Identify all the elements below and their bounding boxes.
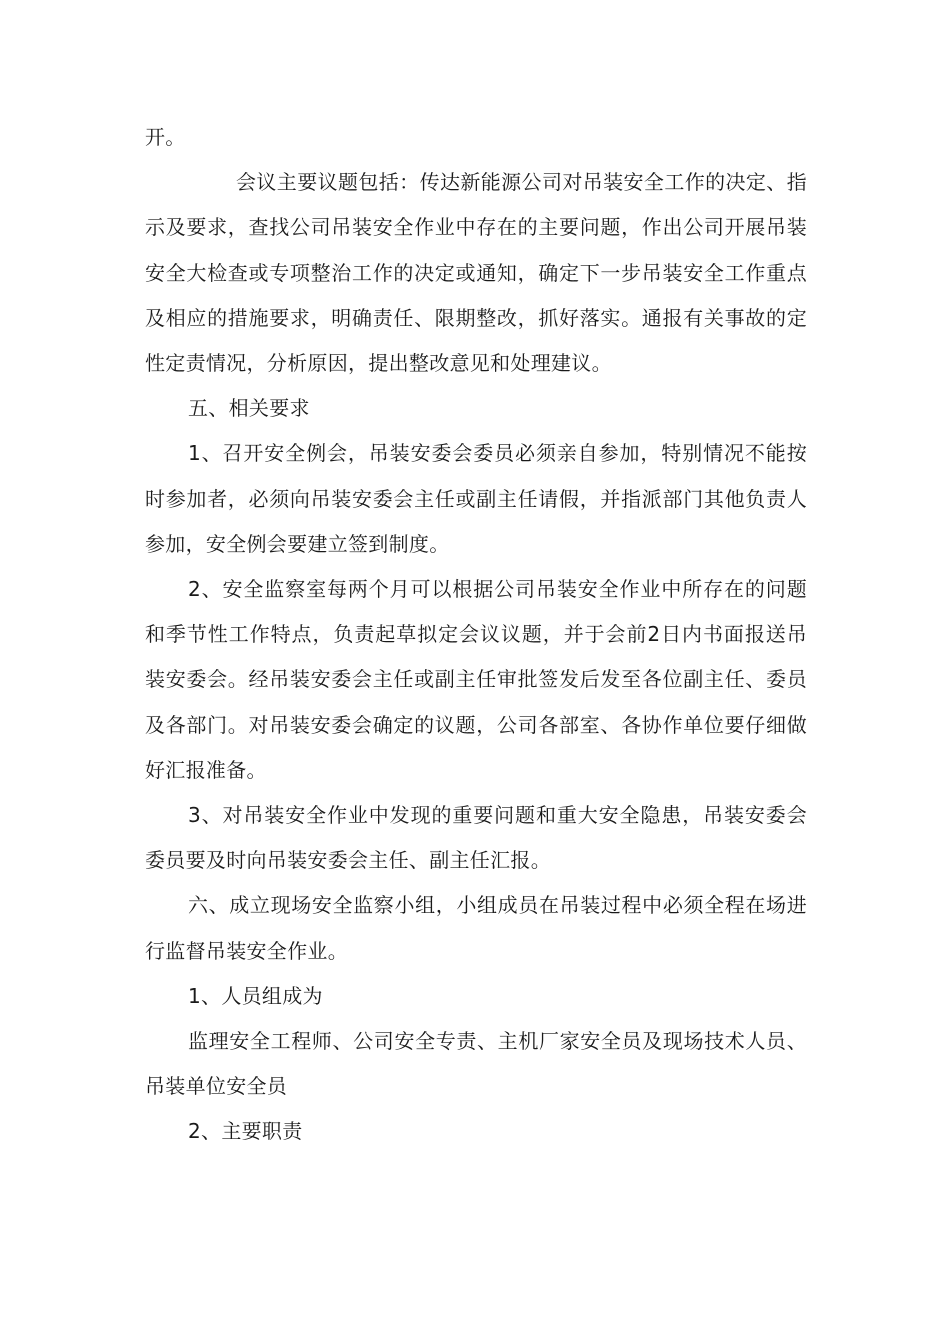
document-body (145, 115, 807, 1155)
paragraph-staff-list: 监理安全工程师、公司安全专责、主机厂家安全员及现场技术人员、吊装单位安全员 (145, 1029, 807, 1099)
subheading-main-duties: 2、主要职责 (188, 1119, 303, 1144)
section-heading-requirements: 五、相关要求 (188, 396, 310, 421)
paragraph-continuation: 开。 (145, 125, 186, 149)
paragraph-requirement-1: 1、召开安全例会，吊装安委会委员必须亲自参加，特别情况不能按时参加者，必须向吊装安委会主任或副主任请假，并指派部门其他负责人参加，安全例会要建立签到制度。 (145, 441, 807, 556)
paragraph-requirement-3: 3、对吊装安全作业中发现的重要问题和重大安全隐患，吊装安委会委员要及时向吊装安委会主任、副主任汇报。 (145, 803, 807, 873)
paragraph-meeting-topics: 会议主要议题包括：传达新能源公司对吊装安全工作的决定、指示及要求，查找公司吊装安全作业中存在的主要问题，作出公司开展吊装安全大检查或专项整治工作的决定或通知，确定下一步吊装安全工作重点及相应的措施要求，明确责任、限期整改，抓好落实。通报有关事故的定性定责情况，分析原因，提出整改意见和处理建议。 (145, 170, 807, 376)
section-heading-supervision-team: 六、成立现场安全监察小组，小组成员在吊装过程中必须全程在场进行监督吊装安全作业。 (145, 893, 807, 963)
paragraph-requirement-2: 2、安全监察室每两个月可以根据公司吊装安全作业中所存在的问题和季节性工作特点，负责起草拟定会议议题，并于会前2日内书面报送吊装安委会。经吊装安委会主任或副主任审批签发后发至各位副主任、委员及各部门。对吊装安委会确定的议题，公司各部室、各协作单位要仔细做好汇报准备。 (145, 577, 807, 782)
subheading-staffing: 1、人员组成为 (188, 983, 323, 1008)
